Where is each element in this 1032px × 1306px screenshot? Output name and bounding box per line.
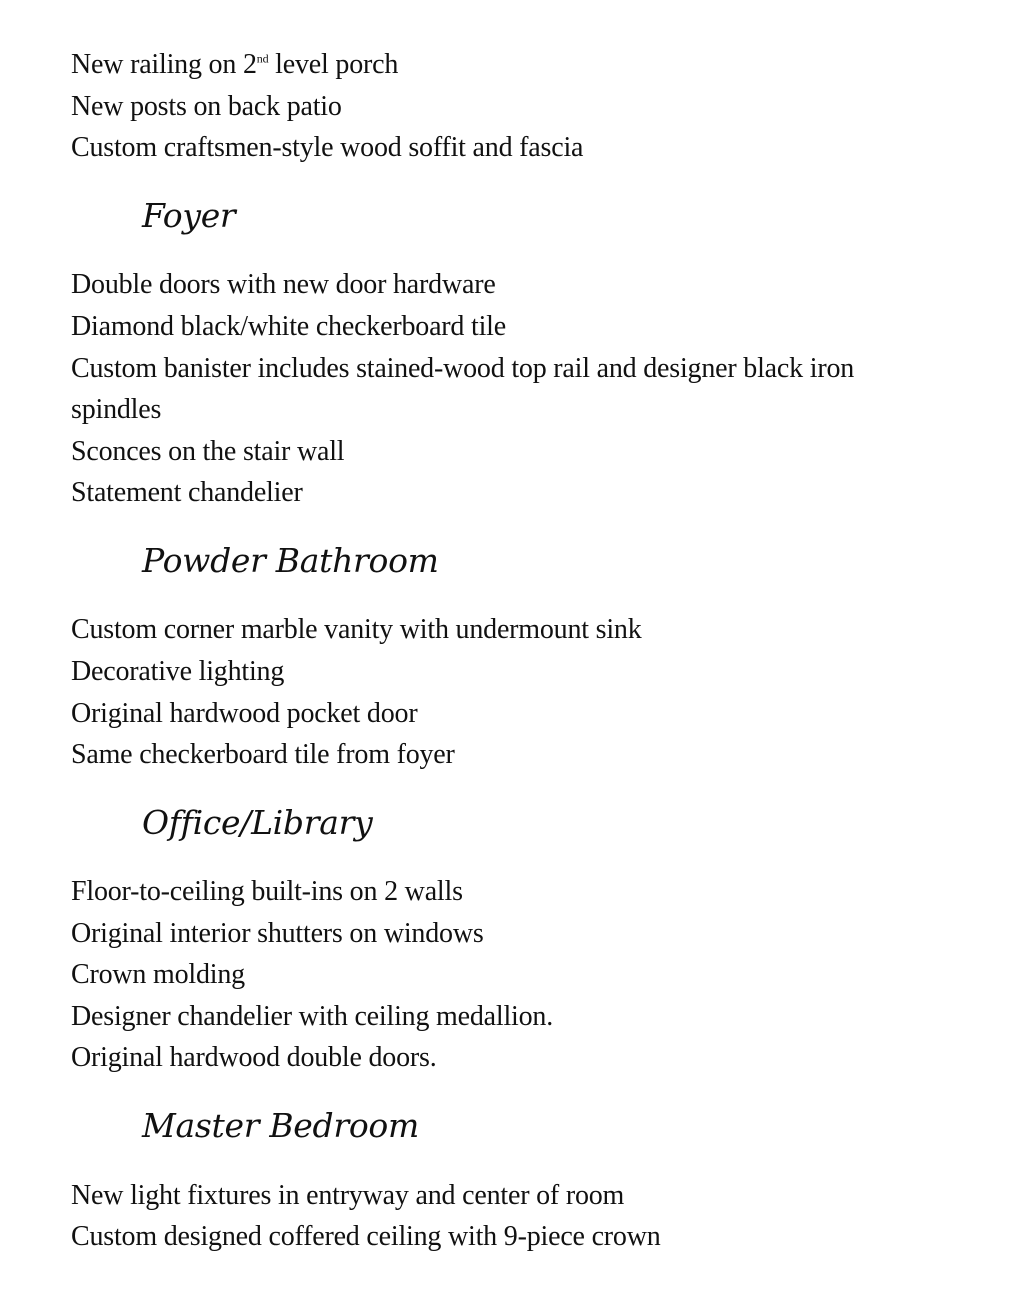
list-item: Sconces on the stair wall: [71, 436, 345, 467]
list-item: Original interior shutters on windows: [71, 918, 484, 949]
section-heading-powder-bathroom: Powder Bathroom: [142, 541, 439, 580]
intro-line-porch-railing-text: New railing on 2: [71, 49, 257, 80]
intro-line-porch-railing-suffix: level porch: [268, 49, 399, 80]
list-item: Original hardwood pocket door: [71, 698, 418, 729]
list-item: Double doors with new door hardware: [71, 269, 496, 300]
intro-line-soffit-fascia: Custom craftsmen-style wood soffit and fascia: [71, 132, 584, 163]
section-heading-office-library: Office/Library: [142, 803, 373, 842]
list-item: Diamond black/white checkerboard tile: [71, 311, 506, 342]
ordinal-superscript: nd: [256, 51, 269, 66]
intro-line-porch-railing: [71, 48, 398, 82]
list-item: Decorative lighting: [71, 656, 285, 687]
list-item: Same checkerboard tile from foyer: [71, 739, 455, 770]
list-item: Custom banister includes stained-wood top rail and designer black iron: [71, 353, 855, 384]
section-heading-master-bedroom: Master Bedroom: [142, 1106, 419, 1145]
list-item: Statement chandelier: [71, 477, 303, 508]
list-item: Original hardwood double doors.: [71, 1042, 437, 1073]
list-item: Custom designed coffered ceiling with 9-piece crown: [71, 1221, 661, 1252]
list-item: New light fixtures in entryway and center of room: [71, 1180, 625, 1211]
section-heading-foyer: Foyer: [142, 196, 236, 235]
list-item: Custom corner marble vanity with undermount sink: [71, 614, 642, 645]
list-item-continuation: spindles: [71, 394, 162, 425]
intro-line-back-patio: New posts on back patio: [71, 91, 342, 122]
list-item: Crown molding: [71, 959, 245, 990]
list-item: Designer chandelier with ceiling medallion.: [71, 1001, 554, 1032]
list-item: Floor-to-ceiling built-ins on 2 walls: [71, 876, 463, 907]
